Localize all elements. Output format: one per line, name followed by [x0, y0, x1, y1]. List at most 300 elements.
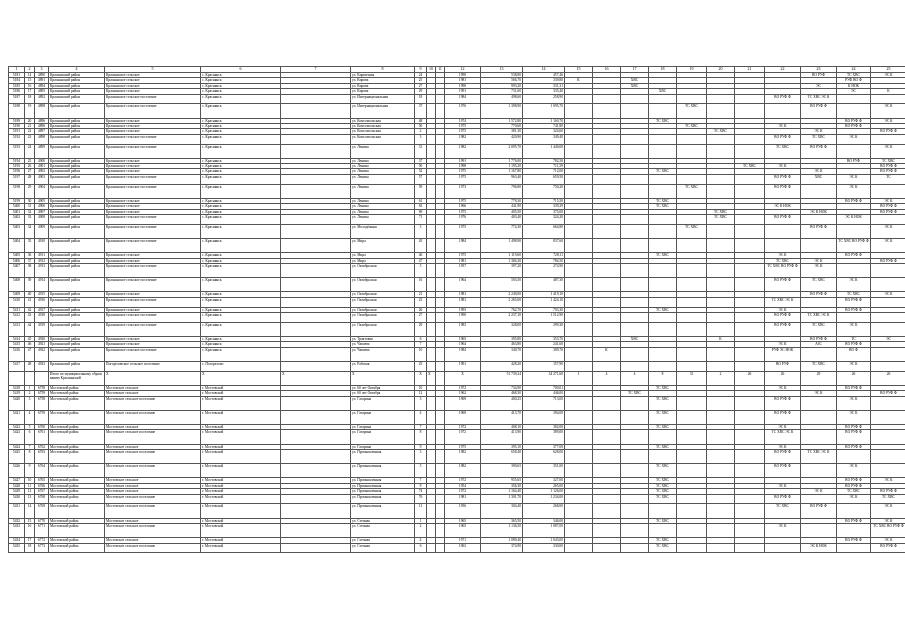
table-cell	[837, 144, 871, 158]
table-cell: ТС ХВС ЭС К	[765, 297, 801, 307]
table-cell: 6760	[35, 425, 49, 430]
table-cell: 5423	[9, 430, 25, 444]
table-cell: ЭС К	[837, 278, 871, 292]
table-cell: 1 498,90	[481, 239, 523, 253]
table-cell	[871, 396, 905, 410]
table-cell: 5195	[9, 164, 25, 169]
table-cell: 19	[25, 104, 35, 118]
table-cell	[281, 347, 351, 361]
table-cell: X	[281, 371, 351, 385]
table-cell: г. Мостовской	[201, 410, 281, 424]
table-cell: ТС	[871, 174, 905, 184]
table-cell: 52	[415, 169, 427, 174]
table-cell: 420,90	[481, 134, 523, 144]
table-cell: 26	[415, 307, 427, 312]
table-cell: 324,60	[523, 129, 565, 134]
table-cell: 356,30	[481, 483, 523, 488]
table-row	[9, 134, 905, 144]
table-cell: 45	[415, 239, 427, 253]
table-cell: ТС ХВС	[677, 224, 707, 238]
table-cell: 963,40	[481, 174, 523, 184]
table-cell: Краснянское сельское поселение	[105, 347, 201, 361]
table-row	[9, 322, 905, 336]
table-row	[9, 278, 905, 292]
table-cell	[565, 184, 593, 198]
table-cell: 8	[415, 430, 427, 444]
table-row	[9, 347, 905, 361]
table-cell: 4907	[35, 209, 49, 214]
table-cell: 353,70	[523, 336, 565, 341]
table-cell: Мостовское сельское	[105, 489, 201, 494]
table-cell: 16	[25, 523, 35, 537]
table-cell	[436, 224, 445, 238]
table-cell: ул. Гагарина	[351, 396, 415, 410]
table-cell: 157,90	[523, 361, 565, 371]
table-cell: 1984	[445, 239, 481, 253]
table-cell: Мостовской район	[49, 504, 105, 518]
table-cell: Краснянский район	[49, 224, 105, 238]
table-cell	[707, 104, 735, 118]
table-cell: ул. Кирпичная	[351, 73, 415, 78]
table-cell: 5199	[9, 198, 25, 203]
table-cell: г. Мостовской	[201, 450, 281, 464]
table-cell: ВО РУФ Ф	[837, 307, 871, 312]
table-row	[9, 410, 905, 424]
table-cell: с. Краснянск	[201, 184, 281, 198]
table-cell	[735, 347, 765, 361]
table-cell: ул. Ленина	[351, 184, 415, 198]
table-cell	[871, 361, 905, 371]
table-cell: ВО РУФ Ф	[871, 169, 905, 174]
table-cell: ВО РУФ Ф	[837, 518, 871, 523]
table-cell	[436, 371, 445, 385]
table-cell: 566,70	[481, 78, 523, 83]
table-cell: 5190	[9, 123, 25, 128]
table-cell: 23	[25, 134, 35, 144]
table-cell: с. Краснянск	[201, 263, 281, 277]
table-cell: 29	[25, 184, 35, 198]
table-cell: 17	[25, 538, 35, 543]
table-cell: 5193	[9, 144, 25, 158]
table-cell: ВО РУФ Ф	[801, 292, 837, 297]
table-cell: 374,90	[481, 543, 523, 553]
table-cell: 3	[415, 224, 427, 238]
table-cell: ТС ХВС	[837, 292, 871, 297]
table-cell	[871, 347, 905, 361]
table-row	[9, 312, 905, 322]
table-cell	[735, 174, 765, 184]
table-cell	[565, 94, 593, 104]
column-number-cell: 7	[281, 67, 351, 73]
table-cell	[593, 312, 621, 322]
table-cell: ВО Ф	[837, 347, 871, 361]
table-cell	[281, 104, 351, 118]
table-cell: 22	[25, 129, 35, 134]
table-cell: 61	[415, 198, 427, 203]
table-cell: Краснянское сельское	[105, 73, 201, 78]
table-cell: 1962	[445, 391, 481, 396]
table-cell: 6766	[35, 483, 49, 488]
table-cell: 4900	[35, 158, 49, 163]
table-cell	[427, 312, 436, 322]
table-cell: с. Краснянск	[201, 312, 281, 322]
table-cell	[281, 224, 351, 238]
table-cell	[871, 94, 905, 104]
table-cell: ВО РУФ Ф	[871, 489, 905, 494]
table-cell	[677, 410, 707, 424]
table-cell: 1975	[445, 209, 481, 214]
table-cell	[765, 104, 801, 118]
table-cell: 5400	[9, 204, 25, 209]
table-cell	[621, 134, 649, 144]
table-cell: Краснянский район	[49, 144, 105, 158]
table-cell: 38	[25, 263, 35, 277]
table-cell: 25	[415, 78, 427, 83]
table-row	[9, 297, 905, 307]
table-cell: 59	[415, 184, 427, 198]
table-cell: 703,30	[523, 307, 565, 312]
table-cell	[837, 104, 871, 118]
table-cell	[281, 543, 351, 553]
table-cell: ВО РУФ Ф	[765, 215, 801, 225]
table-cell: Мостовской район	[49, 391, 105, 396]
table-cell: 330,00	[523, 543, 565, 553]
table-cell: ТС ХВС	[677, 184, 707, 198]
table-cell	[565, 410, 593, 424]
table-cell: 4902	[35, 169, 49, 174]
table-cell: 34	[25, 224, 35, 238]
table-cell: 6772	[35, 538, 49, 543]
table-cell: 1 119,60	[481, 253, 523, 258]
table-cell	[281, 322, 351, 336]
table-cell: ЭС К	[837, 361, 871, 371]
table-cell: ТС ХВС	[837, 73, 871, 78]
table-cell: 5415	[9, 342, 25, 347]
table-cell: ул. Степная	[351, 543, 415, 553]
table-cell	[565, 239, 593, 253]
table-cell: Итого по муниципальному образованию Краснянский	[49, 371, 105, 385]
table-cell: ул. Промышленная	[351, 478, 415, 483]
table-cell: 4890	[35, 73, 49, 78]
table-cell: 1990	[445, 73, 481, 78]
column-number-cell: 6	[201, 67, 281, 73]
table-cell	[837, 263, 871, 277]
table-cell: с. Краснянск	[201, 129, 281, 134]
table-cell: 1981	[445, 494, 481, 504]
table-cell: 46	[25, 342, 35, 347]
table-cell: АЗС	[801, 342, 837, 347]
table-cell: X	[415, 371, 427, 385]
table-cell	[649, 450, 677, 464]
table-cell	[707, 347, 735, 361]
table-cell	[735, 144, 765, 158]
table-cell	[565, 347, 593, 361]
table-cell: 42	[25, 307, 35, 312]
table-cell	[707, 450, 735, 464]
table-cell: ТС ХВС	[621, 391, 649, 396]
table-cell: 5402	[9, 215, 25, 225]
table-cell: ТС ХВС ЭС К	[801, 312, 837, 322]
table-cell: Краснянский район	[49, 78, 105, 83]
table-cell: Краснянское сельское	[105, 198, 201, 203]
table-cell: 5411	[9, 307, 25, 312]
table-cell: ВО РУФ Ф	[765, 450, 801, 464]
table-cell	[436, 347, 445, 361]
table-cell: ул. Кирова	[351, 83, 415, 88]
table-cell	[281, 297, 351, 307]
table-cell: 309,70	[523, 347, 565, 361]
table-cell	[735, 494, 765, 504]
table-cell: 5186	[9, 89, 25, 94]
table-cell: 487,30	[523, 278, 565, 292]
table-cell: К	[565, 78, 593, 83]
table-cell: 45	[25, 336, 35, 341]
table-cell	[436, 430, 445, 444]
table-cell	[735, 523, 765, 537]
table-cell	[436, 104, 445, 118]
table-cell	[765, 239, 801, 253]
table-cell	[427, 504, 436, 518]
table-cell	[436, 297, 445, 307]
table-cell	[707, 263, 735, 277]
table-cell: 377,00	[523, 444, 565, 449]
table-cell: 31	[677, 371, 707, 385]
table-cell: ул. Ленина	[351, 158, 415, 163]
table-cell	[735, 322, 765, 336]
table-cell: 5189	[9, 118, 25, 123]
table-row	[9, 504, 905, 518]
table-cell: ул. Промышленная	[351, 504, 415, 518]
table-cell	[735, 215, 765, 225]
table-cell: 39	[25, 278, 35, 292]
table-cell: 15	[25, 78, 35, 83]
table-cell: Краснянское сельское	[105, 204, 201, 209]
table-cell: 35	[25, 239, 35, 253]
table-cell: ВО РУФ Ф	[837, 483, 871, 488]
table-cell	[593, 396, 621, 410]
table-cell: Краснянское сельское поселение	[105, 239, 201, 253]
table-cell	[427, 239, 436, 253]
table-cell: 2 249,00	[481, 292, 523, 297]
table-cell: 6765	[35, 478, 49, 483]
table-cell	[25, 371, 35, 385]
table-cell: 4901	[35, 164, 49, 169]
table-cell	[436, 410, 445, 424]
table-cell: 394,00	[523, 410, 565, 424]
table-cell: К	[593, 347, 621, 361]
table-cell: 328,00	[481, 322, 523, 336]
table-cell	[707, 239, 735, 253]
table-cell	[871, 297, 905, 307]
table-cell: ХВС	[621, 78, 649, 83]
table-cell	[593, 263, 621, 277]
table-cell: 5433	[9, 523, 25, 537]
table-cell: 403,40	[481, 215, 523, 225]
table-cell	[677, 543, 707, 553]
table-cell	[621, 263, 649, 277]
column-number-cell: 15	[565, 67, 593, 73]
table-cell: 26	[837, 371, 871, 385]
table-cell: ул. Интернациональная	[351, 104, 415, 118]
table-cell: 5197	[9, 174, 25, 184]
table-cell	[707, 224, 735, 238]
table-cell: с. Краснянск	[201, 198, 281, 203]
column-number-cell: 1	[9, 67, 25, 73]
table-cell: ЭС	[801, 83, 837, 88]
table-cell: 5407	[9, 263, 25, 277]
table-cell: 1 398,90	[481, 104, 523, 118]
table-cell	[436, 450, 445, 464]
table-cell: К	[707, 336, 735, 341]
table-row	[9, 430, 905, 444]
table-cell: ЭС К	[765, 164, 801, 169]
table-cell: ЭС К	[871, 224, 905, 238]
column-number-cell: 13	[481, 67, 523, 73]
table-cell	[621, 361, 649, 371]
table-cell	[871, 263, 905, 277]
table-cell: Мостовское сельское	[105, 478, 201, 483]
table-cell: 18	[25, 543, 35, 553]
table-cell: 4	[621, 371, 649, 385]
table-cell	[677, 215, 707, 225]
table-cell	[565, 224, 593, 238]
table-cell: 5196	[9, 169, 25, 174]
table-cell: 6759	[35, 391, 49, 396]
table-cell: 397,20	[481, 263, 523, 277]
table-cell	[565, 494, 593, 504]
table-cell: 5432	[9, 518, 25, 523]
table-cell: ул. 60 лет Октября	[351, 385, 415, 390]
table-cell: 6758	[35, 385, 49, 390]
table-cell	[677, 312, 707, 322]
table-cell	[281, 361, 351, 371]
table-cell: 14	[25, 73, 35, 78]
table-cell: ТС ХВС	[801, 134, 837, 144]
table-cell	[565, 523, 593, 537]
table-cell: г. Мостовской	[201, 464, 281, 478]
table-cell	[677, 263, 707, 277]
table-cell: 390,65	[481, 464, 523, 478]
table-cell: Краснянский район	[49, 297, 105, 307]
table-cell	[649, 347, 677, 361]
table-cell: Краснянское сельское поселение	[105, 104, 201, 118]
table-cell: ул. Ленина	[351, 209, 415, 214]
table-cell: ВО РУФ Ф	[801, 224, 837, 238]
table-cell: 5413	[9, 322, 25, 336]
table-cell	[436, 184, 445, 198]
table-cell: 711,59	[523, 164, 565, 169]
table-cell: 29	[415, 89, 427, 94]
table-cell: 1971	[445, 538, 481, 543]
table-cell: 5187	[9, 94, 25, 104]
table-cell	[281, 239, 351, 253]
table-cell	[565, 543, 593, 553]
table-cell: 41	[25, 297, 35, 307]
table-cell: Краснянский район	[49, 347, 105, 361]
table-cell	[801, 523, 837, 537]
table-cell: 4916	[35, 297, 49, 307]
table-cell	[621, 224, 649, 238]
table-cell: 6771	[35, 523, 49, 537]
table-cell: 389,00	[523, 430, 565, 444]
table-cell	[707, 312, 735, 322]
table-cell: 6759	[35, 410, 49, 424]
table-cell: 5419	[9, 391, 25, 396]
table-cell: 1965	[445, 518, 481, 523]
table-cell: 7	[415, 425, 427, 430]
table-row	[9, 263, 905, 277]
table-cell	[677, 322, 707, 336]
table-cell: 20	[25, 118, 35, 123]
table-cell: ул. Октябрьская	[351, 292, 415, 297]
table-cell	[281, 430, 351, 444]
table-cell	[649, 144, 677, 158]
table-cell: 4913	[35, 263, 49, 277]
table-cell	[871, 322, 905, 336]
table-cell: ЭС К НОК	[765, 204, 801, 209]
table-cell: 5427	[9, 478, 25, 483]
table-cell: РУФ ЭС НОК	[765, 347, 801, 361]
table-cell: 2	[415, 129, 427, 134]
table-cell: 14	[25, 504, 35, 518]
table-cell	[649, 104, 677, 118]
table-cell: 5	[415, 464, 427, 478]
table-cell	[565, 504, 593, 518]
table-cell: Краснянское сельское поселение	[105, 312, 201, 322]
table-cell: Краснянское сельское	[105, 342, 201, 347]
table-cell: 1975	[445, 169, 481, 174]
table-cell: Мостовской район	[49, 410, 105, 424]
column-number-cell: 25	[871, 67, 905, 73]
table-cell: с. Краснянск	[201, 292, 281, 297]
table-cell: 5422	[9, 425, 25, 430]
table-cell: 1975	[445, 224, 481, 238]
table-cell: 6761	[35, 430, 49, 444]
table-cell: Мостовской район	[49, 543, 105, 553]
table-cell: ул. Промышленная	[351, 483, 415, 488]
table-cell: 1 164,40	[481, 489, 523, 494]
table-cell: ТС ХВС	[649, 464, 677, 478]
column-number-cell: 2	[25, 67, 35, 73]
table-cell: Краснянский район	[49, 215, 105, 225]
table-cell: 628,00	[523, 450, 565, 464]
table-cell: ВО РУФ Ф	[837, 342, 871, 347]
table-cell: ТС ХВС	[649, 118, 677, 123]
table-cell: 11	[25, 483, 35, 488]
table-cell	[621, 464, 649, 478]
table-cell: с. Краснянск	[201, 342, 281, 347]
table-cell	[735, 297, 765, 307]
table-cell: 2 237,10	[481, 312, 523, 322]
table-cell	[765, 224, 801, 238]
table-cell: Краснянский район	[49, 134, 105, 144]
table-row	[9, 543, 905, 553]
table-cell: ТС ХВС	[765, 144, 801, 158]
table-cell: 700,01	[523, 385, 565, 390]
table-cell: ЭС К	[837, 134, 871, 144]
table-cell: с. Краснянск	[201, 164, 281, 169]
table-cell: Краснянское сельское поселение	[105, 263, 201, 277]
table-cell: 5192	[9, 134, 25, 144]
table-cell: ул. Мира	[351, 258, 415, 263]
table-cell: 5421	[9, 410, 25, 424]
table-cell	[677, 239, 707, 253]
table-cell: 1983	[445, 322, 481, 336]
table-row	[9, 239, 905, 253]
table-cell: ул. Степная	[351, 538, 415, 543]
table-cell: ВО РУФ Ф	[765, 322, 801, 336]
table-cell: 26	[871, 371, 905, 385]
